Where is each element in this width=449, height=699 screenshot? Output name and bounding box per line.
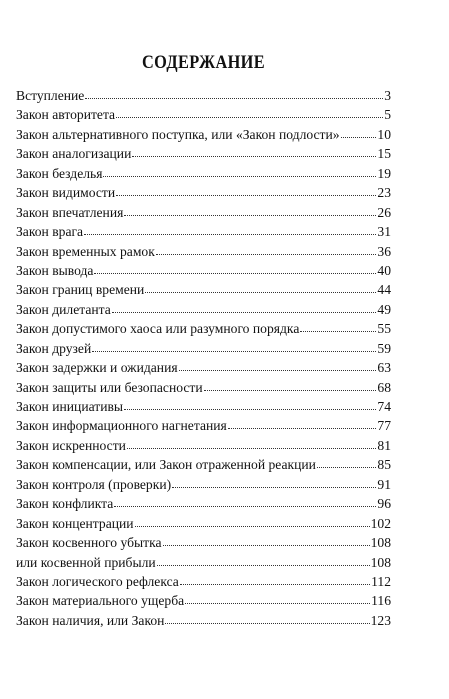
dot-leader xyxy=(204,389,377,391)
dot-leader xyxy=(127,447,377,449)
dot-leader xyxy=(132,155,376,157)
toc-entry xyxy=(16,242,391,261)
dot-leader xyxy=(124,214,376,216)
toc-entry-page-number: 108 xyxy=(370,554,391,570)
toc-entry-label: Закон границ времени xyxy=(16,282,145,298)
toc-entry-label: Закон задержки и ожидания xyxy=(16,360,178,376)
dot-leader xyxy=(341,136,377,138)
dot-leader xyxy=(180,583,370,585)
toc-entry-label: Закон защиты или безопасности xyxy=(16,379,203,395)
toc-entry-label: Вступление xyxy=(16,88,85,103)
toc-entry-page-number: 63 xyxy=(377,360,391,376)
toc-entry xyxy=(16,222,391,241)
toc-entry-label: Закон временных рамок xyxy=(16,243,155,259)
toc-entry-page-number: 81 xyxy=(377,437,391,453)
dot-leader xyxy=(228,427,377,429)
toc-entry xyxy=(16,319,391,338)
toc-entry xyxy=(16,183,391,202)
toc-entry-page-number: 102 xyxy=(370,515,391,531)
toc-entry-label: Закон впечатления xyxy=(16,204,124,220)
toc-entry xyxy=(16,339,391,358)
toc-entry-label: Закон инициативы xyxy=(16,399,124,414)
toc-entry-page-number: 10 xyxy=(377,126,391,142)
toc-entry-label: Закон друзей xyxy=(16,340,92,356)
toc-entry xyxy=(16,105,391,124)
toc-entry-label: Закон искренности xyxy=(16,437,126,453)
toc-entry-label: Закон видимости xyxy=(16,185,116,201)
toc-entry xyxy=(16,475,391,494)
toc-entry xyxy=(16,436,391,455)
toc-entry-page-number: 40 xyxy=(377,262,391,278)
toc-entry-label: Закон дилетанта xyxy=(16,301,111,317)
toc-entry-page-number: 26 xyxy=(377,204,391,220)
toc-entry xyxy=(16,280,391,299)
toc-entry-page-number: 23 xyxy=(377,185,391,201)
toc-entry xyxy=(16,164,391,183)
toc-entry-page-number: 74 xyxy=(377,399,391,414)
toc-entry-page-number: 36 xyxy=(377,243,391,259)
toc-entry-page-number: 85 xyxy=(377,457,391,473)
dot-leader xyxy=(185,602,370,604)
toc-entry-page-number: 3 xyxy=(384,88,391,103)
toc-entry xyxy=(16,378,391,397)
toc-entry-label: Закон материального ущерба xyxy=(16,593,185,609)
toc-entry-label: или косвенной прибыли xyxy=(16,554,156,570)
toc-entry-label: Закон альтернативного поступка, или «Закон подлости» xyxy=(16,126,340,142)
dot-leader xyxy=(172,486,376,488)
toc-entry-page-number: 123 xyxy=(370,612,391,628)
toc-entry-label: Закон конфликта xyxy=(16,496,114,512)
toc-entry-label: Закон информационного нагнетания xyxy=(16,418,227,434)
dot-leader xyxy=(85,97,383,99)
toc-entry xyxy=(16,397,391,416)
toc-entry-label: Закон концентрации xyxy=(16,515,134,531)
toc-entry-page-number: 15 xyxy=(377,146,391,162)
toc-entry-label: Закон компенсации, или Закон отраженной реакции xyxy=(16,457,316,473)
toc-entry-label: Закон врага xyxy=(16,224,84,240)
toc-entry xyxy=(16,358,391,377)
toc-entry-label: Закон авторитета xyxy=(16,107,116,123)
toc-entry-page-number: 19 xyxy=(377,165,391,181)
dot-leader xyxy=(116,116,383,118)
dot-leader xyxy=(135,525,370,527)
dot-leader xyxy=(124,408,376,410)
toc-entry-page-number: 112 xyxy=(371,573,391,589)
toc-entry-page-number: 108 xyxy=(370,535,391,551)
toc-entry xyxy=(16,261,391,280)
toc-entry xyxy=(16,416,391,435)
toc-entry-label: Закон логического рефлекса xyxy=(16,573,179,589)
toc-entry-page-number: 96 xyxy=(377,496,391,512)
dot-leader xyxy=(112,311,377,313)
dot-leader xyxy=(94,272,376,274)
dot-leader xyxy=(84,233,376,235)
toc-entry xyxy=(16,553,391,572)
dot-leader xyxy=(179,369,377,371)
toc-entry xyxy=(16,494,391,513)
dot-leader xyxy=(92,350,376,352)
toc-entry-page-number: 68 xyxy=(377,379,391,395)
dot-leader xyxy=(103,175,376,177)
toc-entry xyxy=(16,86,391,105)
dot-leader xyxy=(300,330,376,332)
dot-leader xyxy=(163,544,370,546)
toc-entry-page-number: 49 xyxy=(377,301,391,317)
toc-entry-page-number: 116 xyxy=(371,593,391,609)
toc-entry-label: Закон контроля (проверки) xyxy=(16,476,172,492)
toc-entry-page-number: 5 xyxy=(384,107,391,123)
toc-entry xyxy=(16,514,391,533)
toc-entry-label: Закон косвенного убытка xyxy=(16,535,162,551)
toc-entry-page-number: 55 xyxy=(377,321,391,337)
toc-entry-page-number: 91 xyxy=(377,476,391,492)
toc-entry xyxy=(16,533,391,552)
dot-leader xyxy=(165,622,369,624)
dot-leader xyxy=(145,291,376,293)
toc-entry-page-number: 77 xyxy=(377,418,391,434)
toc-entry-label: Закон вывода xyxy=(16,262,94,278)
dot-leader xyxy=(157,564,370,566)
toc-entry xyxy=(16,611,391,630)
page-title: СОДЕРЖАНИЕ xyxy=(142,52,265,73)
toc-entry xyxy=(16,203,391,222)
toc-entry-label: Закон наличия, или Закон xyxy=(16,612,165,628)
dot-leader xyxy=(156,253,377,255)
toc-entry xyxy=(16,144,391,163)
toc-entry xyxy=(16,591,391,610)
dot-leader xyxy=(317,466,376,468)
toc-entry-page-number: 59 xyxy=(377,340,391,356)
toc-entry-page-number: 44 xyxy=(377,282,391,298)
toc-entry xyxy=(16,572,391,591)
dot-leader xyxy=(116,194,376,196)
toc-entry-label: Закон допустимого хаоса или разумного порядка xyxy=(16,321,300,337)
toc-entry-label: Закон безделья xyxy=(16,165,103,181)
dot-leader xyxy=(114,505,376,507)
toc-entry-label: Закон аналогизации xyxy=(16,146,132,162)
toc-entry xyxy=(16,300,391,319)
table-of-contents xyxy=(16,86,391,630)
toc-entry xyxy=(16,125,391,144)
toc-entry-page-number: 31 xyxy=(377,224,391,240)
toc-entry xyxy=(16,455,391,474)
